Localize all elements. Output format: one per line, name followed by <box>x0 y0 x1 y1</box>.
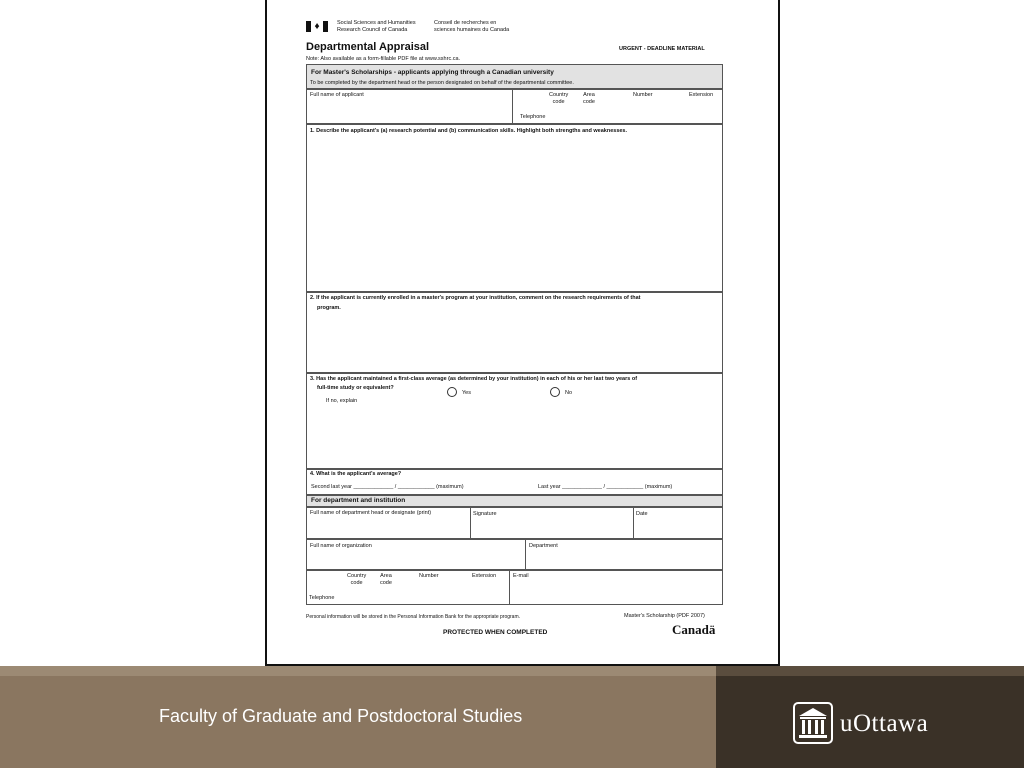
uottawa-wordmark: uOttawa <box>840 710 929 737</box>
section-department-header <box>306 495 723 507</box>
section-masters-heading: For Master's Scholarships - applicants applying through a Canadian university <box>311 69 554 76</box>
applicant-name-label: Full name of applicant <box>310 92 364 98</box>
organization-label: Full name of organization <box>310 543 372 549</box>
number-label: Number <box>633 92 653 98</box>
dept-telephone-label: Telephone <box>309 595 335 601</box>
uottawa-building-icon <box>793 702 833 744</box>
privacy-notice: Personal information will be stored in the Personal Information Bank for the appropriate program. <box>306 614 521 620</box>
signature-label: Signature <box>473 511 497 517</box>
organization-field[interactable] <box>307 550 524 569</box>
last-year-field[interactable]: Last year _____________ / ____________ (maximum) <box>538 484 673 490</box>
email-field[interactable] <box>510 581 722 604</box>
agency-name-en: Social Sciences and Humanities Research Council of Canada <box>337 20 416 33</box>
question-1-text: 1. Describe the applicant's (a) research potential and (b) communication skills. Highlight both strengths and weaknesses. <box>310 128 628 134</box>
canada-wordmark: Canadä <box>672 622 716 637</box>
question-4-text: 4. What is the applicant's average? <box>310 471 402 477</box>
question-3-text: 3. Has the applicant maintained a first-class average (as determined by your institution) in each of his or her last two years of full-time study or equivalent? <box>310 376 638 391</box>
date-label: Date <box>636 511 648 517</box>
question-1-box[interactable] <box>306 124 723 292</box>
department-field[interactable] <box>526 550 722 569</box>
dept-number-label: Number <box>419 573 439 579</box>
canada-flag-icon: ♦ <box>306 21 328 32</box>
form-page <box>265 0 780 666</box>
footer-left-stripe <box>0 666 716 676</box>
extension-label: Extension <box>689 92 714 98</box>
date-field[interactable] <box>634 517 722 538</box>
dept-head-label: Full name of department head or designate (print) <box>310 510 432 516</box>
faculty-name: Faculty of Graduate and Postdoctoral Studies <box>159 706 523 726</box>
footer-band <box>0 666 1024 768</box>
explain-label: If no, explain <box>326 398 358 404</box>
form-title: Departmental Appraisal <box>306 41 430 53</box>
urgent-label: URGENT - DEADLINE MATERIAL <box>619 46 705 52</box>
dept-extension-label: Extension <box>472 573 497 579</box>
second-last-year-field[interactable]: Second last year _____________ / ____________ (maximum) <box>311 484 464 490</box>
dept-head-field[interactable] <box>307 517 469 538</box>
applicant-name-field[interactable] <box>307 99 511 123</box>
area-code-label: Area code <box>583 92 595 105</box>
email-label: E-mail <box>513 573 529 579</box>
footer-right-stripe <box>716 666 1024 676</box>
section-masters-subheading: To be completed by the department head or the person designated on behalf of the departmental committee. <box>310 80 574 86</box>
section-masters-header <box>306 64 723 89</box>
no-radio[interactable] <box>550 387 560 397</box>
department-label: Department <box>529 543 558 549</box>
telephone-label: Telephone <box>520 114 546 120</box>
signature-field[interactable] <box>471 517 632 538</box>
question-2-text: 2. If the applicant is currently enrolled in a master's program at your institution, comment on the research requirements of that program. <box>310 295 641 311</box>
yes-label: Yes <box>462 390 471 396</box>
agency-name-fr: Conseil de recherches en sciences humaines du Canada <box>434 20 510 33</box>
dept-area-code-label: Area code <box>380 573 392 586</box>
yes-radio[interactable] <box>447 387 457 397</box>
protected-label: PROTECTED WHEN COMPLETED <box>443 629 548 636</box>
section-department-heading: For department and institution <box>311 497 406 504</box>
explain-field[interactable] <box>307 406 722 468</box>
form-identifier: Master's Scholarship (PDF 2007) <box>624 613 705 619</box>
availability-note: Note: Also available as a form-fillable PDF file at www.sshrc.ca. <box>306 56 461 62</box>
dept-country-code-label: Country code <box>347 573 367 586</box>
no-label: No <box>565 390 573 396</box>
country-code-label: Country code <box>549 92 569 105</box>
